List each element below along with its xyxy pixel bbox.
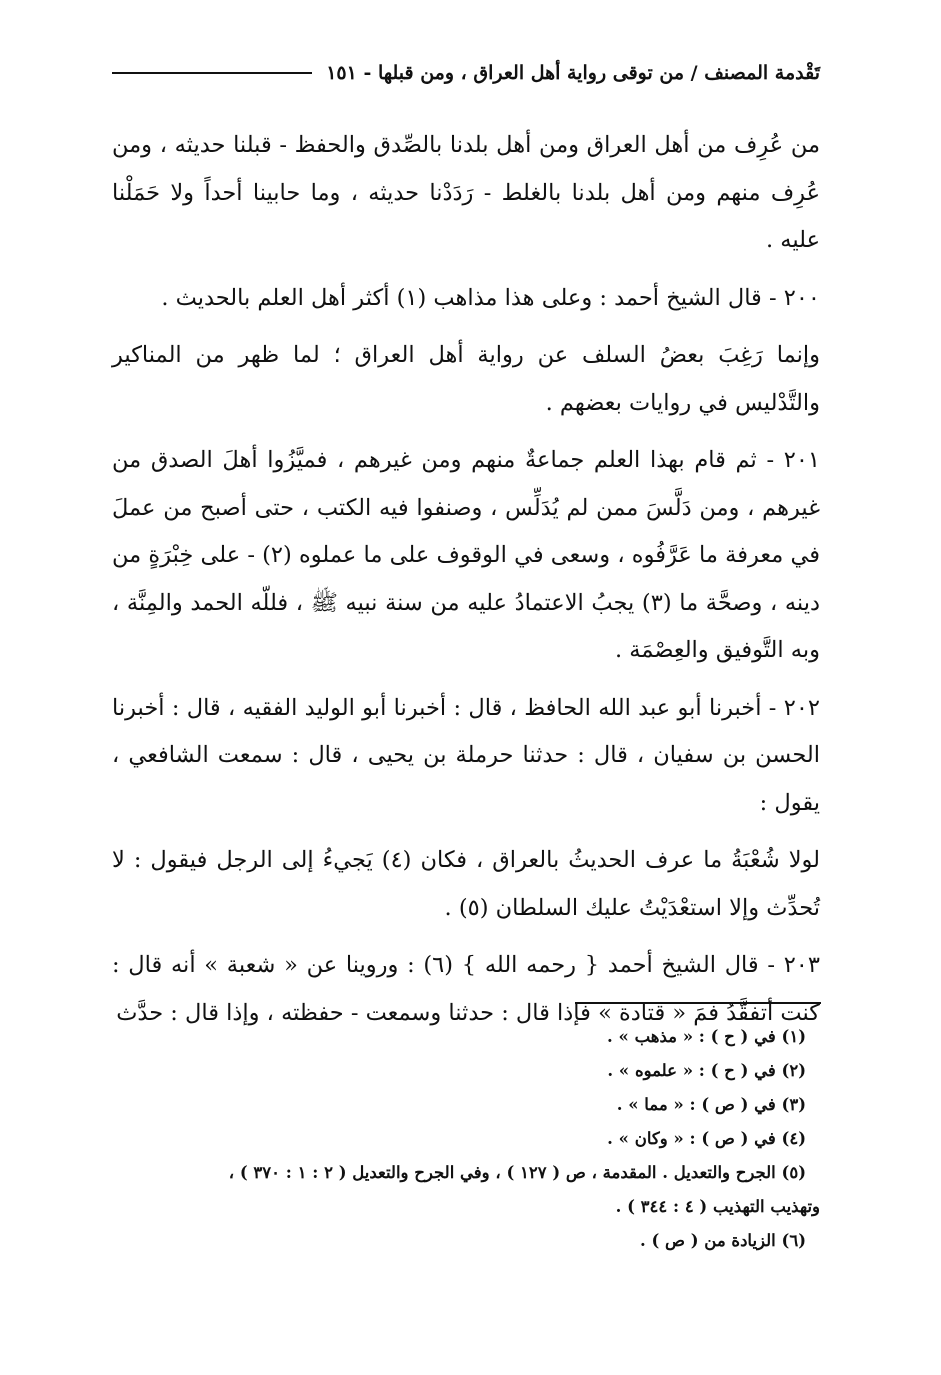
paragraph: ٢٠٣ - قال الشيخ أحمد { رحمه الله } (٦) : وروينا عن « شعبة » أنه قال : كنت أتفقَّدُ فمَ « قتادة » فإذا قال : حدثنا وسمعت - حفظته ، وإذا قال : حدَّث <box>112 952 820 1026</box>
footnote: (٢) في ( ح ) : « علموه » . <box>607 1061 806 1080</box>
footnote: (٥) الجرح والتعديل . المقدمة ، ص ( ١٢٧ ) ، وفي الجرح والتعديل ( ٢ : ١ : ٣٧٠ ) ، <box>228 1163 806 1182</box>
footnote: (٦) الزيادة من ( ص ) . <box>640 1231 806 1250</box>
paragraph: ٢٠٠ - قال الشيخ أحمد : وعلى هذا مذاهب (١) أكثر أهل العلم بالحديث . <box>161 284 820 311</box>
running-header <box>112 62 820 84</box>
footnote-separator <box>575 1002 821 1004</box>
footnote: (٣) في ( ص ) : « مما » . <box>616 1095 806 1114</box>
footnote-continuation: وتهذيب التهذيب ( ٤ : ٣٤٤ ) . <box>615 1197 820 1216</box>
header-title: تَقْدمة المصنف / من توقى رواية أهل العراق ، ومن قبلها - ١٥١ <box>326 62 820 84</box>
footnotes <box>112 1020 820 1258</box>
paragraph: ٢٠١ - ثم قام بهذا العلم جماعةٌ منهم ومن غيرهم ، فميَّزُوا أهلَ الصدق من غيرهم ، ومن دَلَّسَ ممن لم يُدَلِّس ، وصنفوا فيه الكتب ، حتى أصبح من عملَ في معرفة ما عَرَّفُوه ، وسعى في الوقوف على ما عملوه (٢) - على خِبْرَةٍ من دينه ، وصحَّة ما (٣) يجبُ الاعتمادُ عليه من سنة نبيه ﷺ ، فللّه الحمد والمِنَّة ، وبه التَّوفيق والعِصْمَة . <box>112 447 821 663</box>
paragraph: ٢٠٢ - أخبرنا أبو عبد الله الحافظ ، قال : أخبرنا أبو الوليد الفقيه ، قال : أخبرنا الحسن بن سفيان ، قال : حدثنا حرملة بن يحيى ، قال : سمعت الشافعي ، يقول : <box>112 694 820 816</box>
main-text <box>112 122 820 1047</box>
footnote: (٤) في ( ص ) : « وكان » . <box>607 1129 806 1148</box>
paragraph: من عُرِف من أهل العراق ومن أهل بلدنا بالصِّدق والحفظ - قبلنا حديثه ، ومن عُرِف منهم ومن أهل بلدنا بالغلط - رَدَدْنا حديثه ، وما حابينا أحداً ولا حَمَلْنا عليه . <box>112 132 820 253</box>
header-rule <box>112 72 312 74</box>
paragraph: وإنما رَغِبَ بعضُ السلف عن رواية أهل العراق ؛ لما ظهر من المناكير والتَّدْليس في روايات بعضهم . <box>112 342 820 416</box>
paragraph: لولا شُعْبَةُ ما عرف الحديثُ بالعراق ، فكان (٤) يَجيءُ إلى الرجل فيقول : لا تُحدِّث وإلا استعْدَيْتُ عليك السلطان (٥) . <box>112 847 820 921</box>
footnote: (١) في ( ح ) : « مذهب » . <box>607 1027 806 1046</box>
